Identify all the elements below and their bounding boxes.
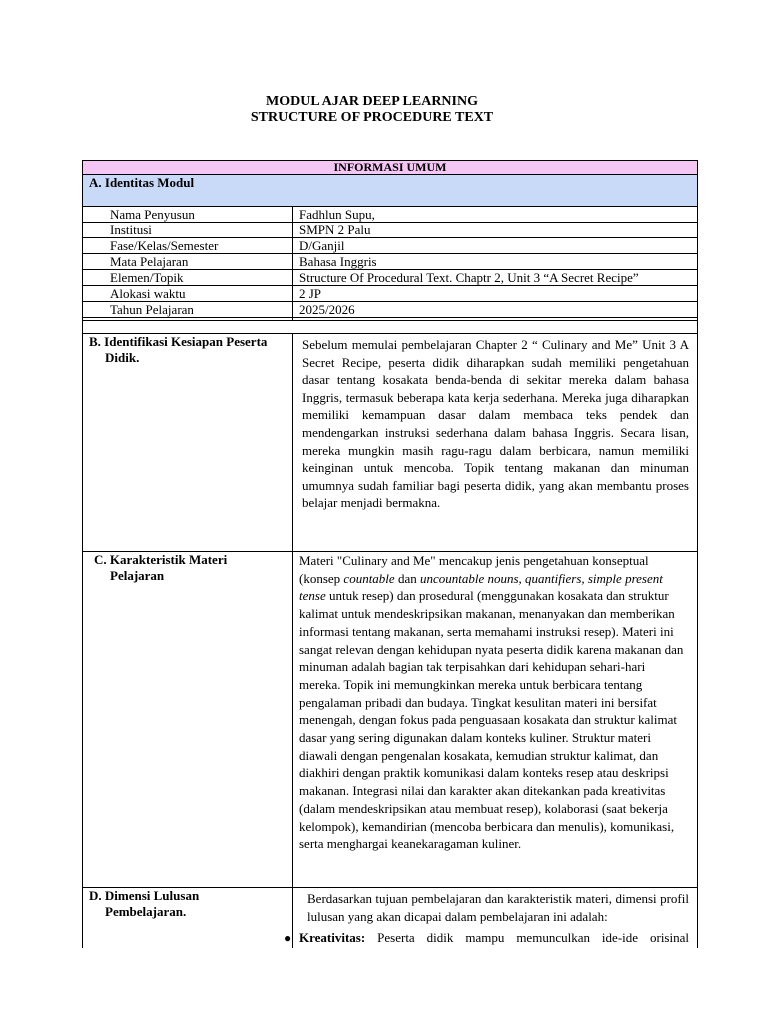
section-d-intro: Berdasarkan tujuan pembelajaran dan karakteristik materi, dimensi profil lulusan yang akan dicapai dalam pembelajaran ini adalah: <box>307 891 689 924</box>
document-title: MODUL AJAR DEEP LEARNING <box>266 94 478 109</box>
section-c-text-part: Materi "Culinary and Me" mencakup jenis pengetahuan konseptual (konsep <box>299 553 649 586</box>
identity-label: Mata Pelajaran <box>110 254 189 269</box>
identity-label: Elemen/Topik <box>110 270 184 285</box>
section-c-text-part: untuk resep) dan prosedural (menggunakan kosakata dan struktur kalimat untuk mendeskripsikan makanan, menanyakan dan memberikan informasi tentang makanan, serta memahami instruksi resep). Materi ini sangat relevan dengan kehidupan nyata peserta didik karena makanan dan minuman adalah bagian tak terpisahkan dari kehidupan sehari-hari mereka. Topik ini memungkinkan mereka untuk berbicara tentang pengalaman pribadi dan budaya. Tingkat kesulitan materi ini bersifat menengah, dengan fokus pada penguasaan kosakata dan struktur kalimat dasar yang sering digunakan dalam konteks kuliner. Struktur materi diawali dengan pengenalan kosakata, kemudian struktur kalimat, dan diakhiri dengan praktik komunikasi dalam konteks resep atau deskripsi makanan. Integrasi nilai dan karakter akan ditekankan pada kreativitas (dalam mendeskripsikan atau membuat resep), kolaborasi (saat bekerja kelompok), kemandirian (mencoba berbicara dan menulis), komunikasi, serta menghargai keanekaragaman kuliner. <box>299 588 684 852</box>
informasi-umum-label: INFORMASI UMUM <box>333 160 447 174</box>
identity-value: 2 JP <box>299 286 322 301</box>
section-c-text <box>299 552 689 853</box>
section-d-heading-cont: Pembelajaran. <box>105 904 187 919</box>
section-c-italic-term: uncountable nouns, quantifiers, simple present tense <box>299 570 663 604</box>
bullet-text: Peserta didik mampu memunculkan ide-ide orisinal <box>377 930 689 945</box>
bullet-icon: ● <box>284 931 292 945</box>
section-b-heading-cont: Didik. <box>105 350 140 365</box>
section-b-heading: B. Identifikasi Kesiapan Peserta <box>89 334 268 349</box>
identity-value: 2025/2026 <box>299 302 355 317</box>
identity-value: Structure Of Procedural Text. Chaptr 2, Unit 3 “A Secret Recipe” <box>299 270 639 285</box>
identity-label: Tahun Pelajaran <box>110 302 194 317</box>
identitas-modul-heading: A. Identitas Modul <box>89 175 195 190</box>
identity-label: Nama Penyusun <box>110 207 195 222</box>
section-b-text: Sebelum memulai pembelajaran Chapter 2 “ Culinary and Me” Unit 3 A Secret Recipe, peserta didik diharapkan sudah memiliki pengetahuan dasar tentang kosakata benda-benda di sekitar mereka dalam bahasa Inggris, termasuk beberapa kata kerja sederhana. Mereka juga diharapkan memiliki kemampuan dasar dalam membaca teks pendek dan mendengarkan instruksi sederhana dalam bahasa Inggris. Secara lisan, mereka mungkin masih ragu-ragu dalam berbicara, namun memiliki keinginan untuk mencoba. Topik tentang makanan dan minuman umumnya sudah familiar bagi peserta didik, yang akan membantu proses belajar menjadi bermakna. <box>302 337 689 511</box>
identity-value: SMPN 2 Palu <box>299 222 371 237</box>
section-c-text-part: dan <box>394 570 420 586</box>
section-c-heading-cont: Pelajaran <box>110 568 165 583</box>
identity-value: D/Ganjil <box>299 238 345 253</box>
identity-label: Fase/Kelas/Semester <box>110 238 219 253</box>
identity-value: Fadhlun Supu, <box>299 207 375 222</box>
bullet-label: Kreativitas: <box>299 930 366 945</box>
document-subtitle: STRUCTURE OF PROCEDURE TEXT <box>250 110 494 125</box>
identity-label: Alokasi waktu <box>110 286 186 301</box>
section-d-bullet <box>299 929 689 947</box>
section-c-heading: C. Karakteristik Materi <box>94 552 228 567</box>
section-c-italic-term: countable <box>343 570 395 586</box>
identity-value: Bahasa Inggris <box>299 254 377 269</box>
identity-label: Institusi <box>110 222 152 237</box>
section-d-heading: D. Dimensi Lulusan <box>89 888 200 903</box>
